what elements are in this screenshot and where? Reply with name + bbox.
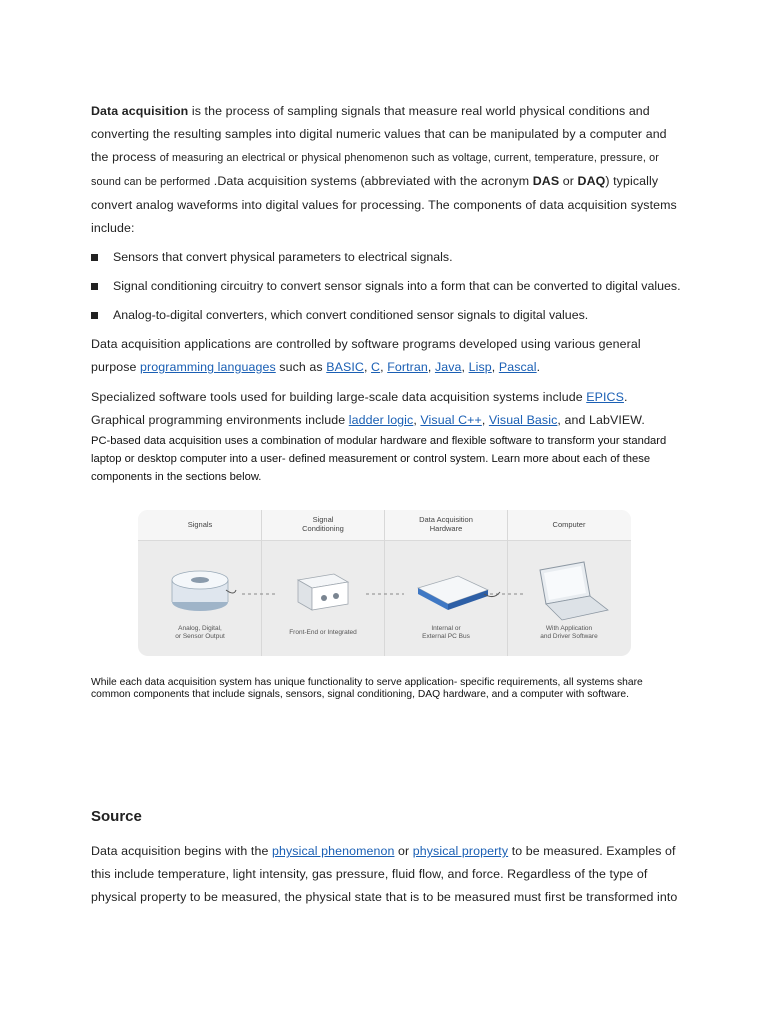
link-lisp[interactable]: Lisp xyxy=(468,360,492,374)
column-title-computer: Computer xyxy=(552,520,586,529)
figure-caption: While each data acquisition system has unique functionality to serve application- specific requirements, all systems share common components that include signals, sensors, signal conditioning, DAQ hardware, and a computer with software. xyxy=(91,677,643,700)
link-physical-phenomenon[interactable]: physical phenomenon xyxy=(272,844,395,858)
column-title-daq-hardware: Data Acquisition Hardware xyxy=(419,515,473,533)
laptop-icon xyxy=(540,562,608,620)
link-visual-cpp[interactable]: Visual C++ xyxy=(420,413,482,427)
acronym-daq: DAQ xyxy=(577,174,606,188)
link-physical-property[interactable]: physical property xyxy=(412,844,509,858)
source-paragraph: Data acquisition begins with the physical phenomenon or physical property to be measured. Examples of this include temperature, light intensity, gas pressure, fluid flow, and force. Regardless of the type of physical property to be measured, the physical state that is to be measured must first be transformed into xyxy=(91,844,678,904)
list-item: Analog-to-digital converters, which convert conditioned sensor signals to digital values. xyxy=(91,304,681,327)
bullet-square-icon xyxy=(91,312,98,319)
link-visual-basic[interactable]: Visual Basic xyxy=(488,413,558,427)
link-pascal[interactable]: Pascal xyxy=(498,360,537,374)
column-title-signals: Signals xyxy=(187,520,213,529)
signal-conditioning-module-icon xyxy=(298,574,348,610)
term-data-acquisition: Data acquisition xyxy=(91,104,189,118)
components-list xyxy=(91,246,681,327)
link-fortran[interactable]: Fortran xyxy=(387,360,428,374)
link-epics[interactable]: EPICS xyxy=(586,390,624,404)
link-c[interactable]: C xyxy=(371,360,381,374)
daq-system-diagram xyxy=(138,510,631,656)
sensor-icon xyxy=(172,571,236,611)
tools-paragraph: Specialized software tools used for building large-scale data acquisition systems include EPICS. Graphical programming environments include ladder logic, Visual C++, Visual Basic, and LabVIEW. xyxy=(91,390,645,427)
section-heading-source: Source xyxy=(91,808,142,825)
pc-based-paragraph: PC-based data acquisition uses a combination of modular hardware and flexible software to transform your standard laptop or desktop computer into a user- defined measurement or control system. Learn more about each of these components in the sections below. xyxy=(91,435,667,483)
link-ladder-logic[interactable]: ladder logic xyxy=(348,413,414,427)
caption-daq-hardware: Internal or External PC Bus xyxy=(422,625,470,640)
list-item: Signal conditioning circuitry to convert sensor signals into a form that can be converted to digital values. xyxy=(91,275,681,298)
list-item: Sensors that convert physical parameters to electrical signals. xyxy=(91,246,681,269)
caption-signal-conditioning: Front-End or Integrated xyxy=(289,629,357,636)
caption-computer: With Application and Driver Software xyxy=(540,625,598,640)
source-section xyxy=(91,840,681,909)
caption-signals: Analog, Digital, or Sensor Output xyxy=(175,625,225,640)
column-title-signal-conditioning: Signal Conditioning xyxy=(302,515,344,533)
bullet-square-icon xyxy=(91,254,98,261)
acronym-das: DAS xyxy=(532,174,560,188)
applications-paragraph: Data acquisition applications are controlled by software programs developed using various general purpose programming languages such as BASIC, C, Fortran, Java, Lisp, Pascal. xyxy=(91,337,641,374)
bullet-square-icon xyxy=(91,283,98,290)
main-content xyxy=(91,100,681,486)
daq-hardware-icon xyxy=(418,576,500,610)
intro-paragraph: Data acquisition is the process of sampling signals that measure real world physical conditions and converting the resulting samples into digital numeric values that can be manipulated by a computer and the process of measuring an electrical or physical phenomenon such as voltage, current, temperature, pressure, or sound can be performed .Data acquisition systems (abbreviated with the acronym DAS or DAQ) typically convert analog waveforms into digital values for processing. The components of data acquisition systems include: xyxy=(91,104,677,235)
link-basic[interactable]: BASIC xyxy=(326,360,364,374)
labview-text: LabVIEW xyxy=(588,413,642,427)
link-programming-languages[interactable]: programming languages xyxy=(140,360,276,374)
link-java[interactable]: Java xyxy=(434,360,462,374)
